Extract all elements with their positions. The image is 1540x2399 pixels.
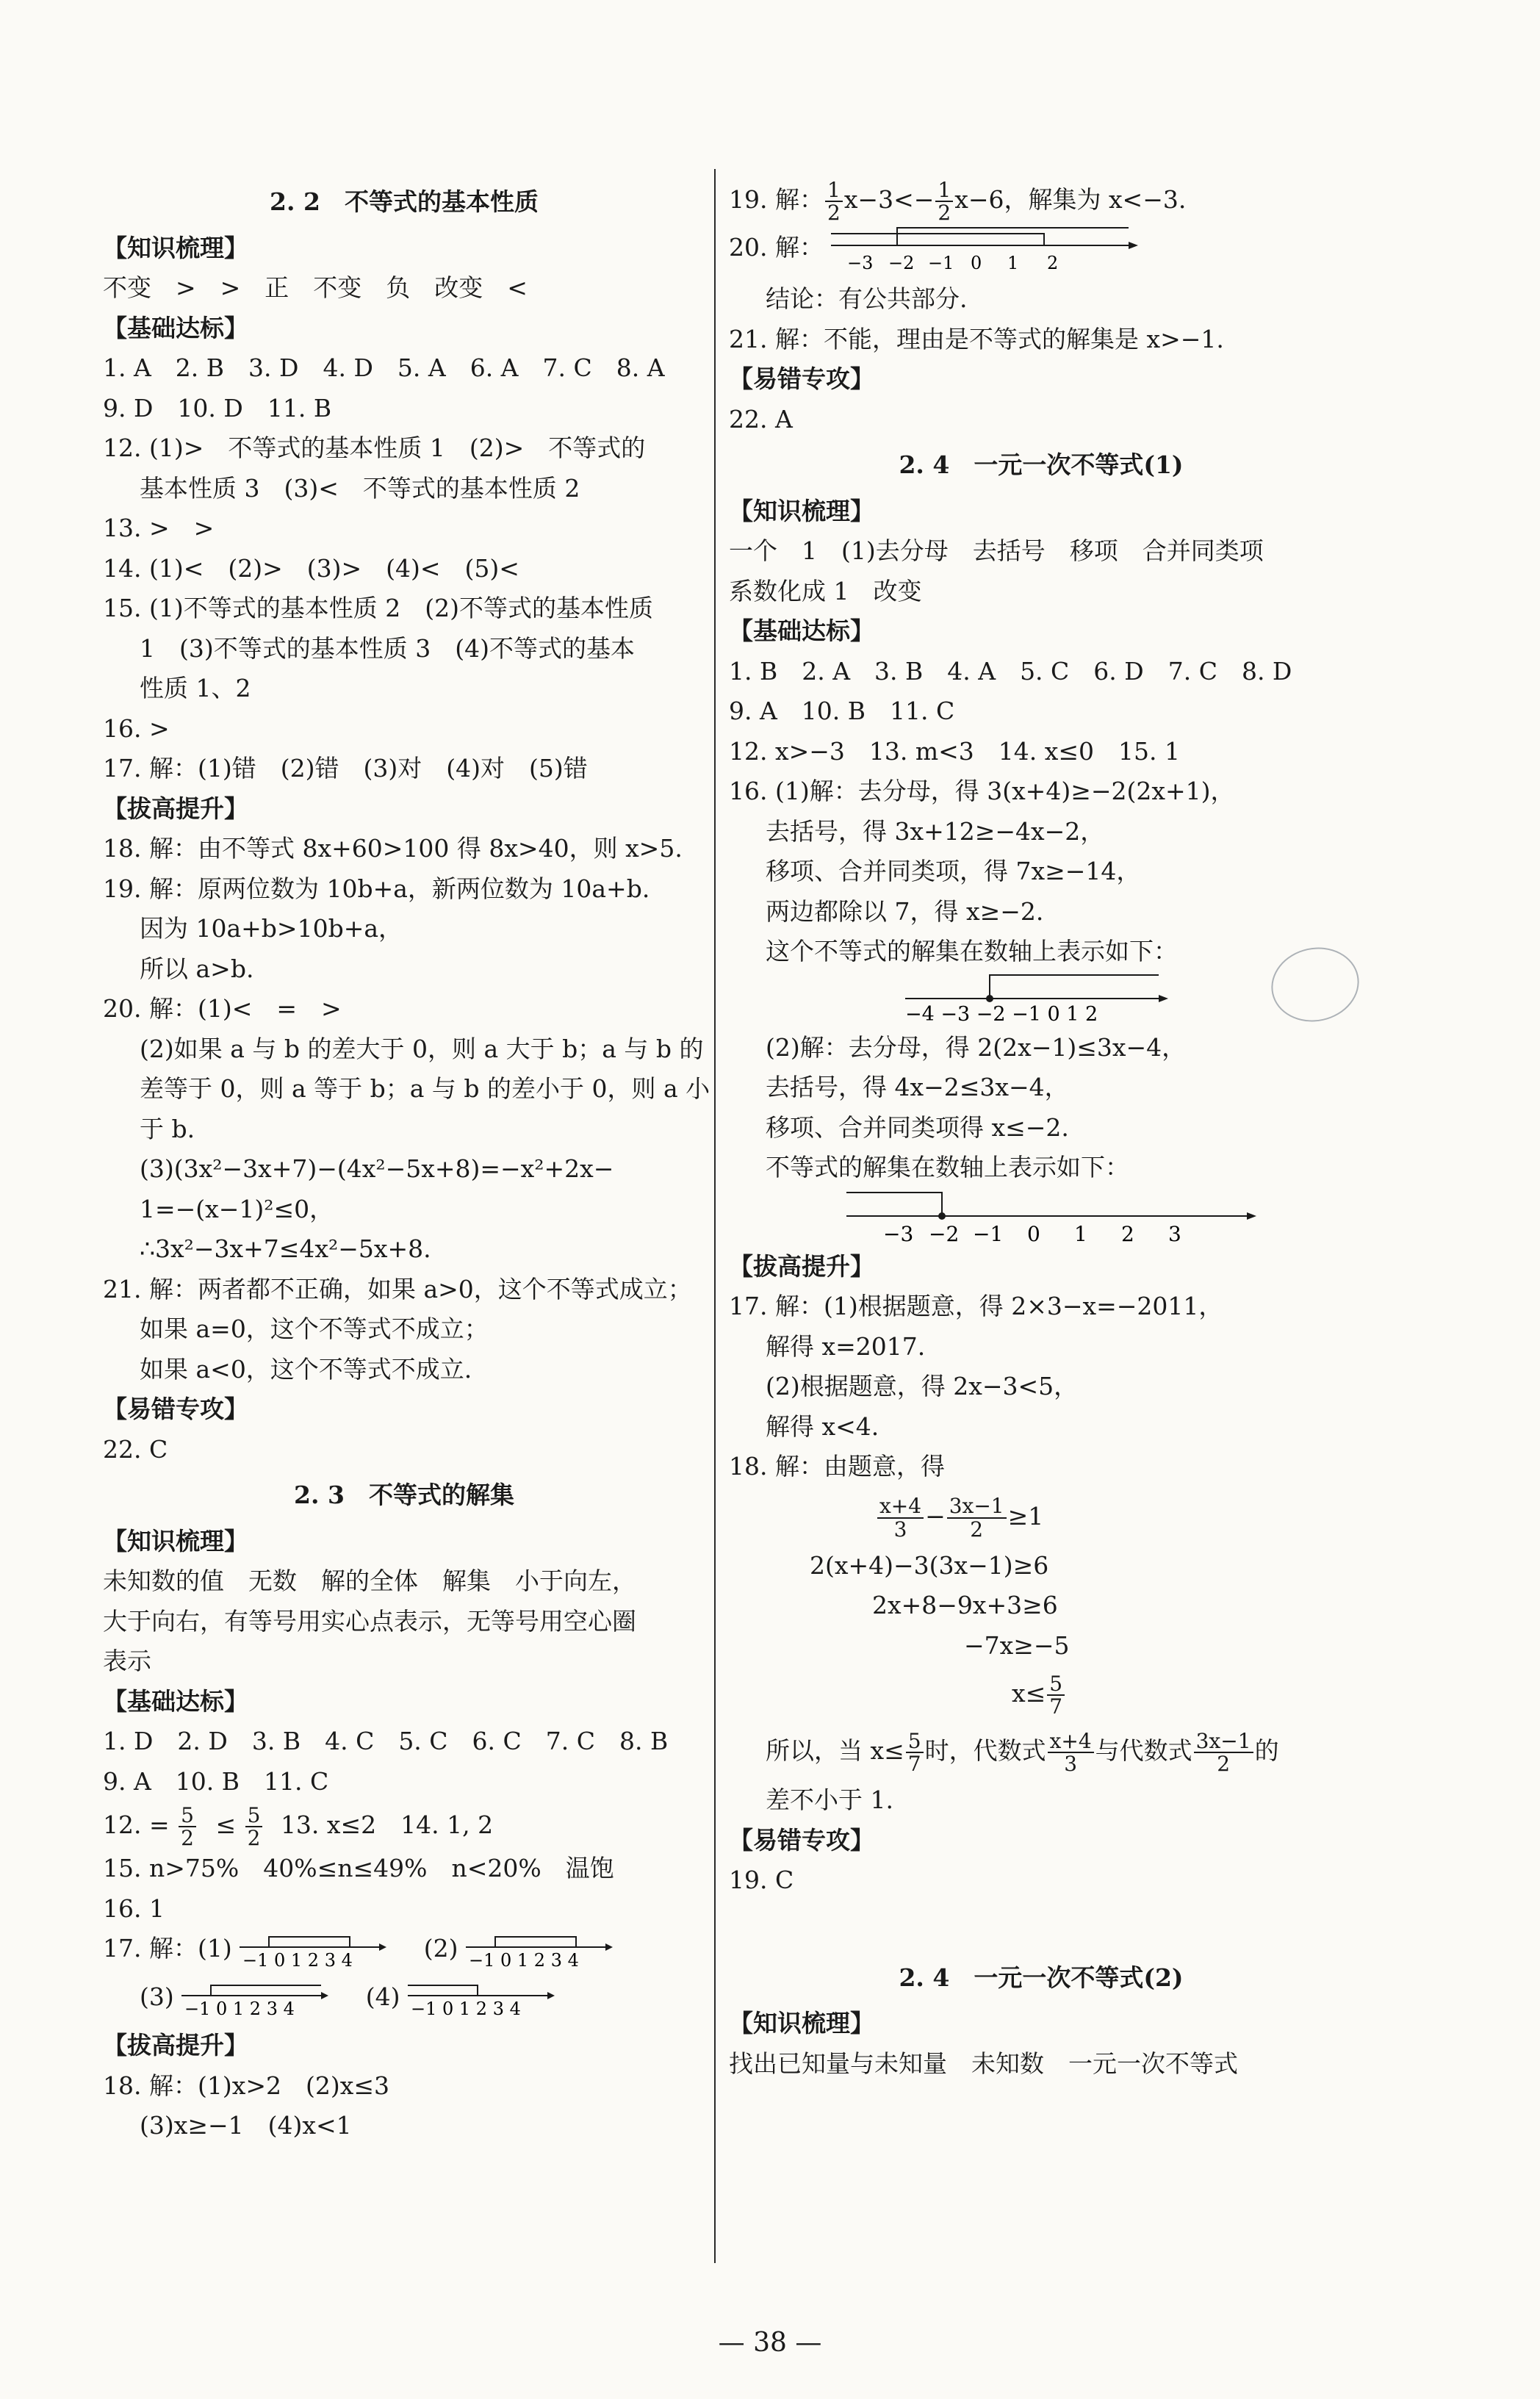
numerator: 1: [825, 179, 843, 202]
tick-labels: −1 0 1 2 3 4: [411, 1999, 521, 2018]
spacer: [729, 1901, 1353, 1952]
heading-basic: 【基础达标】: [729, 616, 874, 645]
page-number: — 38 —: [718, 2328, 822, 2358]
answer-line: 9. D 10. D 11. B: [103, 393, 332, 422]
numerator: 5: [245, 1805, 263, 1827]
tick-labels: −1 0 1 2 3 4: [184, 1999, 295, 2018]
text: 时，代数式: [924, 1736, 1046, 1765]
tick-label: −3: [847, 253, 874, 273]
tick-label: 2: [1121, 1221, 1134, 1244]
heading-error-prone: 【易错专攻】: [103, 1395, 248, 1423]
heading-advanced: 【拔高提升】: [103, 794, 248, 823]
answer-line: 解得 x=2017.: [766, 1331, 926, 1361]
text: (3): [140, 1982, 174, 2011]
answer-line: (3)x≥−1 (4)x<1: [140, 2111, 352, 2140]
answer-line: [729, 1188, 1353, 1247]
number-line: [466, 1931, 613, 1969]
axis-arrow: [321, 1992, 328, 1999]
denominator: 2: [938, 201, 951, 225]
text: (4): [365, 1982, 400, 2011]
answer-line: 22. A: [729, 404, 793, 434]
text: 19. 解：: [729, 185, 824, 214]
section-title-2-4-1: 2. 4 一元一次不等式(1): [899, 450, 1184, 479]
answer-line: 18. 解：由不等式 8x+60>100 得 8x>40，则 x>5.: [103, 834, 683, 863]
equation-line: [729, 1487, 1353, 1546]
solution-bracket-2: [897, 228, 1129, 245]
axis-arrow: [605, 1943, 613, 1951]
answer-line: 移项、合并同类项，得 7x≥−14，: [766, 857, 1141, 885]
answer-line: 13. > >: [103, 514, 215, 542]
answer-line: 16. >: [103, 713, 170, 743]
answer-line: 12. (1)> 不等式的基本性质 1 (2)> 不等式的: [103, 434, 646, 462]
tick-label: −1: [973, 1221, 1004, 1244]
tick-label: −3: [883, 1221, 914, 1244]
number-line-svg: [905, 972, 1170, 1024]
answer-line: 如果 a=0，这个不等式不成立；: [140, 1314, 489, 1343]
answer-line: 15. n>75% 40%≤n≤49% n<20% 温饱: [103, 1854, 614, 1882]
answer-line: [729, 1722, 1353, 1780]
section-title-2-4-2: 2. 4 一元一次不等式(2): [899, 1963, 1184, 1992]
solution-bracket: [846, 1193, 942, 1216]
text: x−3<−: [843, 185, 935, 214]
axis-arrow: [547, 1992, 555, 1999]
heading-knowledge: 【知识梳理】: [103, 233, 248, 262]
text: −: [925, 1501, 946, 1531]
answer-line: 18. 解：由题意，得: [729, 1452, 945, 1481]
fraction: [935, 179, 953, 224]
section-title-2-3: 2. 3 不等式的解集: [294, 1481, 514, 1509]
answer-line: 16. (1)解：去分母，得 3(x+4)≥−2(2x+1)，: [729, 777, 1235, 805]
answer-line: 1. A 2. B 3. D 4. D 5. A 6. A 7. C 8. A: [103, 353, 665, 382]
number-line: [240, 1931, 386, 1969]
answer-line: 17. 解：(1)根据题意，得 2×3−x=−2011，: [729, 1292, 1223, 1320]
fraction: [1194, 1730, 1253, 1775]
answer-line: 1=−(x−1)²≤0，: [140, 1194, 334, 1223]
answer-line: 9. A 10. B 11. C: [729, 697, 955, 725]
tick-label: 1: [1074, 1221, 1087, 1244]
number-line: [905, 972, 1170, 1024]
fraction: [179, 1802, 196, 1850]
number-line: [846, 1188, 1258, 1244]
answer-line: 19. 解：原两位数为 10b+a，新两位数为 10a+b.: [103, 874, 650, 903]
tick-label: 2: [1047, 253, 1059, 273]
heading-error-prone: 【易错专攻】: [729, 1825, 874, 1855]
answer-line: 不等式的解集在数轴上表示如下：: [766, 1153, 1129, 1181]
text: ≤: [215, 1810, 237, 1839]
answer-line: 17. 解：(1)错 (2)错 (3)对 (4)对 (5)错: [103, 754, 588, 783]
text: ≥1: [1007, 1501, 1044, 1531]
fraction: [825, 179, 843, 224]
tick-label: 0: [1027, 1221, 1040, 1244]
heading-advanced: 【拔高提升】: [103, 2031, 248, 2060]
denominator: 7: [1049, 1694, 1063, 1719]
tick-labels: −4 −3 −2 −1 0 1 2: [905, 1002, 1098, 1024]
answer-line: 系数化成 1 改变: [729, 576, 922, 605]
answer-line: (3)(3x²−3x+7)−(4x²−5x+8)=−x²+2x−: [140, 1154, 614, 1183]
answer-line: 18. 解：(1)x>2 (2)x≤3: [103, 2071, 389, 2100]
tick-label: 1: [1007, 253, 1019, 273]
number-line: [831, 223, 1140, 275]
answer-line: 这个不等式的解集在数轴上表示如下：: [766, 937, 1178, 965]
answer-line: 1 (3)不等式的基本性质 3 (4)不等式的基本: [140, 633, 635, 663]
answer-line: 所以 a>b.: [140, 954, 254, 983]
solution-bracket: [211, 1985, 321, 1996]
answer-line: 9. A 10. B 11. C: [103, 1766, 329, 1796]
text: (2): [423, 1934, 458, 1963]
solution-bracket: [269, 1937, 350, 1947]
left-column: [103, 176, 710, 2146]
numerator: x+4: [1048, 1730, 1094, 1753]
answer-line: (2)根据题意，得 2x−3<5，: [766, 1372, 1079, 1400]
answer-line: 如果 a<0，这个不等式不成立.: [140, 1354, 472, 1384]
axis-arrow: [1247, 1212, 1256, 1220]
denominator: 2: [181, 1826, 194, 1850]
text: x≤: [1012, 1679, 1046, 1708]
tick-label: −2: [929, 1221, 960, 1244]
heading-basic: 【基础达标】: [103, 1686, 248, 1716]
answer-line: 去括号，得 4x−2≤3x−4，: [766, 1073, 1069, 1101]
number-line-svg: [846, 1188, 1258, 1244]
answer-line: 19. C: [729, 1866, 794, 1894]
answer-line: [729, 176, 1353, 223]
answer-line: 结论：有公共部分.: [766, 284, 968, 313]
fraction: [245, 1802, 263, 1850]
text: 17. 解：(1): [103, 1934, 232, 1963]
axis-arrow: [1159, 995, 1168, 1002]
fraction: [947, 1495, 1007, 1540]
text: 所以，当 x≤: [766, 1736, 904, 1765]
answer-line: 移项、合并同类项得 x≤−2.: [766, 1112, 1069, 1142]
answer-line: [103, 1802, 705, 1849]
denominator: 2: [970, 1517, 984, 1542]
number-line: [181, 1979, 328, 2018]
answer-line: ∴3x²−3x+7≤4x²−5x+8.: [140, 1234, 431, 1263]
heading-knowledge: 【知识梳理】: [729, 2009, 874, 2037]
answer-line: 15. (1)不等式的基本性质 2 (2)不等式的基本性质: [103, 594, 653, 622]
answer-line: 20. 解：(1)< = >: [103, 994, 342, 1023]
tick-labels: −1 0 1 2 3 4: [468, 1950, 579, 1969]
answer-line: 两边都除以 7，得 x≥−2.: [766, 896, 1044, 926]
answer-line: 因为 10a+b>10b+a，: [140, 914, 403, 943]
text: 12. =: [103, 1810, 170, 1839]
numerator: 5: [906, 1730, 924, 1753]
numerator: 5: [1047, 1673, 1065, 1696]
answer-line: 1. D 2. D 3. B 4. C 5. C 6. C 7. C 8. B: [103, 1727, 669, 1755]
answer-line: (2)如果 a 与 b 的差大于 0，则 a 大于 b；a 与 b 的: [140, 1034, 704, 1063]
answer-line: 一个 1 (1)去分母 去括号 移项 合并同类项: [729, 536, 1264, 565]
answer-line: [729, 223, 1353, 279]
answer-line: 去括号，得 3x+12≥−4x−2，: [766, 816, 1105, 846]
numerator: 5: [179, 1805, 196, 1827]
answer-line: 性质 1、2: [140, 674, 251, 702]
numerator: 3x−1: [947, 1495, 1007, 1518]
column-divider: [714, 169, 716, 2263]
number-line-svg: [181, 1979, 328, 2018]
right-column: [729, 176, 1353, 2084]
text: 与代数式: [1095, 1736, 1192, 1765]
solid-point: [938, 1212, 946, 1220]
fraction: [906, 1730, 924, 1775]
number-line-svg: [831, 223, 1140, 275]
numerator: 1: [935, 179, 953, 202]
answer-line: 22. C: [103, 1434, 168, 1464]
axis-arrow: [379, 1943, 386, 1951]
number-line-svg: [466, 1931, 613, 1969]
heading-knowledge: 【知识梳理】: [103, 1526, 248, 1555]
tick-label: −2: [888, 253, 915, 273]
denominator: 7: [907, 1752, 921, 1776]
answer-line: 差不小于 1.: [766, 1785, 893, 1814]
fraction: [877, 1495, 924, 1540]
equation-line: 2(x+4)−3(3x−1)≥6: [810, 1550, 1049, 1580]
answer-line: 21. 解：两者都不正确，如果 a>0，这个不等式成立；: [103, 1274, 692, 1303]
denominator: 2: [247, 1826, 261, 1850]
denominator: 2: [827, 201, 841, 225]
text: x−6，解集为 x<−3.: [954, 185, 1187, 214]
answer-line: 1. B 2. A 3. B 4. A 5. C 6. D 7. C 8. D: [729, 656, 1292, 686]
answer-line: 找出已知量与未知量 未知数 一元一次不等式: [729, 2049, 1238, 2078]
answer-line: 12. x>−3 13. m<3 14. x≤0 15. 1: [729, 736, 1180, 766]
number-line: [408, 1979, 555, 2018]
text: 的: [1254, 1736, 1279, 1765]
tick-label: −1: [928, 253, 954, 273]
answer-line: [103, 1977, 705, 2026]
axis-arrow: [1129, 242, 1138, 249]
equation-line: 2x+8−9x+3≥6: [872, 1591, 1058, 1619]
answer-line: [729, 972, 1353, 1028]
answer-line: 14. (1)< (2)> (3)> (4)< (5)<: [103, 553, 519, 583]
answer-line: 基本性质 3 (3)< 不等式的基本性质 2: [140, 473, 580, 503]
tick-labels: −1 0 1 2 3 4: [242, 1950, 353, 1969]
solution-bracket: [990, 975, 1159, 999]
heading-error-prone: 【易错专攻】: [729, 364, 874, 393]
answer-line: 解得 x<4.: [766, 1411, 879, 1441]
answer-line: 表示: [103, 1647, 151, 1675]
solution-bracket: [408, 1985, 478, 1996]
tick-label: 0: [971, 253, 982, 273]
answer-line: 21. 解：不能，理由是不等式的解集是 x>−1.: [729, 324, 1224, 353]
denominator: 3: [1064, 1752, 1078, 1776]
denominator: 2: [1217, 1752, 1231, 1776]
fraction: [1047, 1673, 1065, 1718]
answer-line: (2)解：去分母，得 2(2x−1)≤3x−4，: [766, 1032, 1187, 1062]
tick-label: 3: [1168, 1221, 1181, 1244]
equation-line: [729, 1666, 1353, 1722]
answer-line: [103, 1929, 705, 1977]
solution-bracket: [495, 1937, 576, 1947]
denominator: 3: [893, 1517, 907, 1542]
text: 13. x≤2 14. 1, 2: [280, 1810, 494, 1839]
answer-line: 不变 > > 正 不变 负 改变 <: [103, 273, 528, 302]
solution-bracket-1: [831, 234, 1044, 245]
numerator: x+4: [877, 1495, 924, 1518]
answer-line: 未知数的值 无数 解的全体 解集 小于向左，: [103, 1567, 636, 1595]
answer-line: 差等于 0，则 a 等于 b；a 与 b 的差小于 0，则 a 小: [140, 1074, 710, 1103]
answer-line: 16. 1: [103, 1893, 165, 1923]
numerator: 3x−1: [1194, 1730, 1253, 1753]
section-title-2-2: 2. 2 不等式的基本性质: [270, 187, 539, 216]
fraction: [1048, 1730, 1094, 1775]
solid-point: [986, 995, 993, 1002]
number-line-svg: [240, 1931, 386, 1969]
answer-line: 大于向右，有等号用实心点表示，无等号用空心圈: [103, 1606, 636, 1636]
heading-advanced: 【拔高提升】: [729, 1251, 874, 1281]
number-line-svg: [408, 1979, 555, 2018]
answer-line: 于 b.: [140, 1114, 195, 1143]
text: 20. 解：: [729, 233, 824, 262]
heading-knowledge: 【知识梳理】: [729, 496, 874, 525]
equation-line: −7x≥−5: [964, 1630, 1070, 1660]
heading-basic: 【基础达标】: [103, 313, 248, 342]
